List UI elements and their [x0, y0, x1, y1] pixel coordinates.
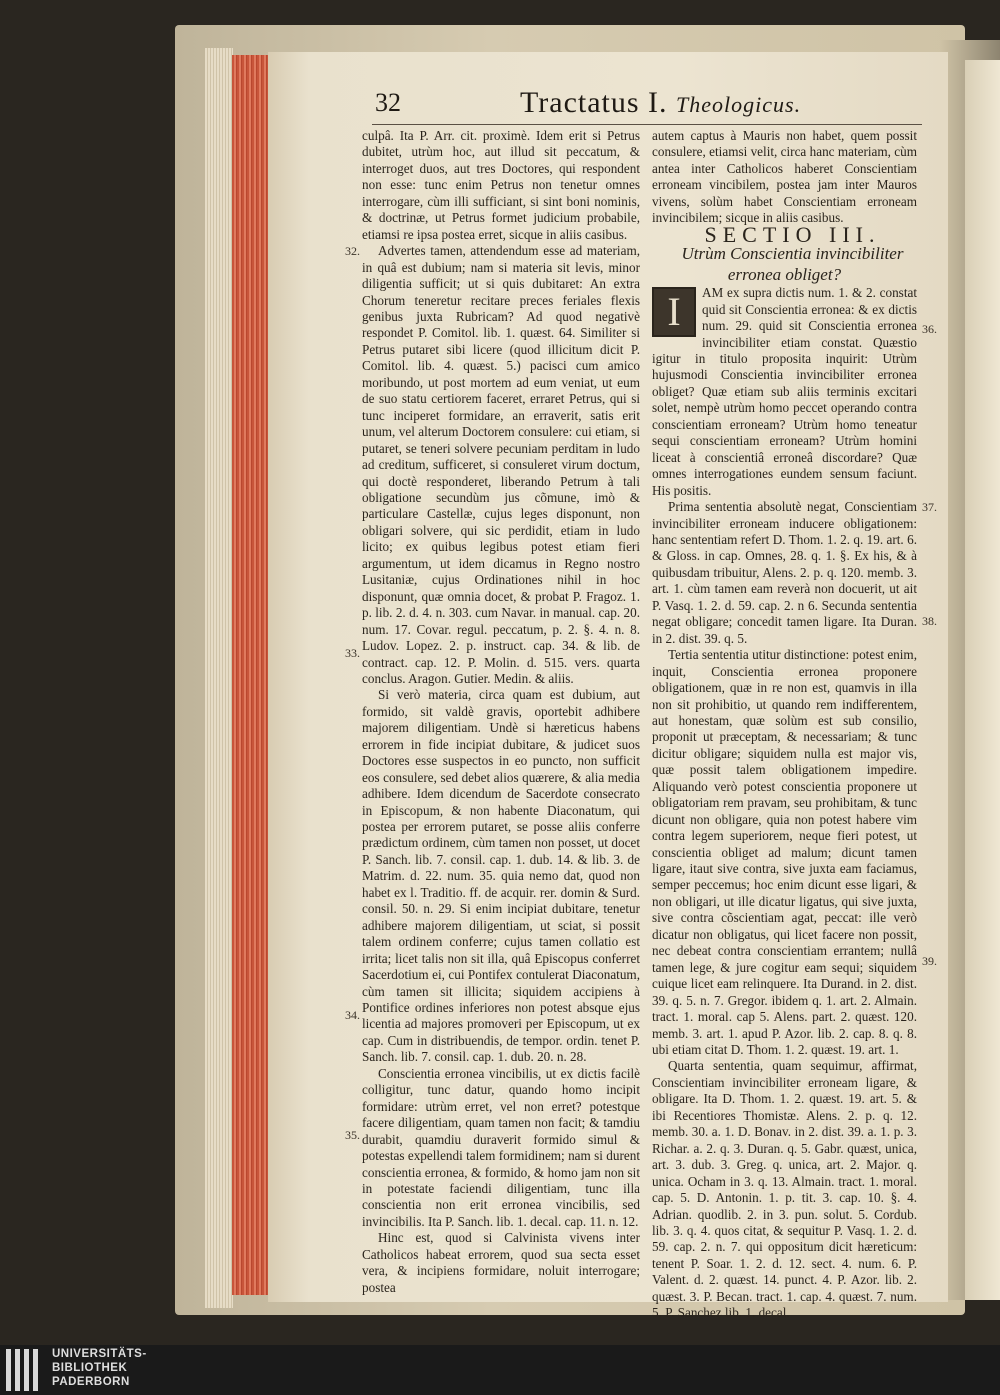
margin-number: 36. — [922, 322, 937, 336]
paragraph: Hinc est, quod si Calvinista vivens inter Catholicos habeat errorem, quod sua secta esset vera, & incipiens formidare, noluit interrogare; postea — [362, 1230, 640, 1295]
logo-line: PADERBORN — [52, 1376, 130, 1388]
margin-number: 32. — [345, 244, 360, 258]
library-logo-text — [52, 1347, 147, 1389]
margin-number: 38. — [922, 614, 937, 628]
left-column — [362, 128, 640, 1296]
paragraph: Si verò materia, circa quam est dubium, aut formido, sit valdè gravis, oportebit adhibere majorem diligentiam. Undè si hæreticus habens errorem in fide incipiat dubitare, & judicet suos Doctores esse suspectos in eo puncto, non sufficit eos consulere, sed debet alios quærere, & alia media adhibere. Idem dicendum de Sacerdote consecrato in Episcopum, & non habente Diaconatum, qui postea per errorem putaret, se posse aliis conferre prædictum ordinem, cùm tamen non posset, ut docet P. Sanch. lib. 7. consil. cap. 1. dub. 14. & lib. 3. de Matrim. d. 22. num. 35. quia nemo dat, quod non habet ex l. Traditio. ff. de acquir. rer. domin & Surd. consil. 50. n. 29. Si enim incipiat dubitare, tenetur adhibere majorem diligentiam, ut sciat, si possit talem ordinem conferre; cujus tamen collatio est irrita; licet talis non sit illa, quâ Episcopus conferret Sacerdotium ei, cui Pontifex contulerat Diaconatum, cùm tamen sit illicita; siquidem accipiens à Pontifice ordines inferiores non potest absque ejus licentia ad majores promoveri per Episcopum, ut ex cap. Cum in distribuendis, de tempor. ordin. tenet P. Sanch. lib. 7. consil. cap. 1. dub. 20. n. 28. — [362, 687, 640, 1065]
right-column — [652, 128, 917, 1322]
paragraph: Conscientia erronea vincibilis, ut ex dictis facilè colligitur, tunc datur, quando homo incipit formidare: utrùm erret, vel non erret? potestque facere diligentiam, quam tamen non facit; & tamdiu durabit, quamdiu duraverit formido simul & potestas expellendi talem formidinem; nam si durent conscientia erronea, & formido, & homo jam non sit in potestate faciendi diligentiam, tunc illa conscientia non erit erronea vincibilis, sed invincibilis. Ita P. Sanch. lib. 1. decal. cap. 11. n. 12. — [362, 1065, 640, 1229]
section-question: Utrùm Conscientia invincibiliter erronea obliget? — [681, 244, 904, 285]
paragraph: Quarta sententia, quam sequimur, affirmat, Conscientiam invincibiliter erroneam ligare, & obligare. Ita D. Thom. 1. 2. quæst. 19. art. 5. & ibi Recentiores Thomistæ. Alens. 2. p. q. 12. memb. 30. a. 1. D. Bonav. in 2. dist. 39. a. 1. p. 3. Richar. a. 2. q. 3. Duran. q. 5. Gabr. quæst, unica, art. 3. dub. 3. Greg. q. unica, art. 2. Major. q. unica. Ocham in 3. q. 13. Almain. tract. 1. moral. cap. 5. D. Antonin. 1. p. tit. 3. cap. 10. §. 4. Adrian. quodlib. 2. in 3. pun. solut. 5. Cordub. lib. 3. q. 4. quos citat, & sequitur P. Vasq. 1. 2. d. 59. cap. 2. n. 7. qui oppositum dicit hæreticum: tenent P. Soar. 1. 2. d. 12. sect. 4. num. 6. P. Valent. d. 2. quæst. 14. punct. 4. P. Azor. lib. 2. quæst. 3. P. Becan. tract. 1. cap. 4. quæst. 7. num. 5. P. Sanchez lib. 1. decal. — [652, 1058, 917, 1321]
page-edge-stack — [205, 48, 233, 1308]
running-title-italic: Theologicus. — [676, 92, 802, 117]
logo-line: UNIVERSITÄTS- — [52, 1348, 147, 1360]
library-logo-bar — [0, 1345, 1000, 1395]
red-page-edges — [232, 55, 270, 1295]
library-logo-icon — [6, 1349, 46, 1391]
margin-number: 35. — [345, 1128, 360, 1142]
margin-number: 37. — [922, 500, 937, 514]
facing-page-edge — [965, 60, 1000, 1300]
paragraph: Advertes tamen, attendendum esse ad materiam, in quâ est dubium; nam si materia sit levis, minor diligentia sufficit; ut si quis dubitaret: An extra Chorum teneretur recitare preces feriales flexis genibus juxta Rubricam? Ad quod negativè respondet P. Comitol. lib. 1. quæst. 64. Similiter si Petrus putaret sibi licere (quod illicitum dicit P. Comitol. lib. 4. quæst. 5.) pacisci cum amico moribundo, ut post mortem ad eum veniat, ut eum de suo statu certiorem faceret, erraret Petrus, qui si tunc inciperet formidare, an erraverit, satis erit unum, vel alterum Doctorem consulere: cui etiam, si putaret, se teneri solvere pecuniam perditam in ludo ad creditum, sufficeret, si consuleret virum doctum, qui doctè responderet, liberando Petrum à tali obligatione secundùm jus cõmune, imò & particulare Castellæ, cujus leges disponunt, non obligari solvere, qui sic perdidit, etiam in ludo licito; ex quibus legibus potest etiam fieri argumentum, ut idem dicamus in Regno nostro Lusitaniæ, cujus Ordinationes nihil in hoc disponunt, quæ omnia docet, & probat P. Fragoz. 1. p. lib. 2. d. 4. n. 303. cum Navar. in manual. cap. 20. num. 17. Covar. regul. peccatum, p. 2. §. 4. n. 8. Ludov. Lopez. 2. p. instruct. cap. 34. & lib. de contract. cap. 12. P. Molin. d. 515. vers. quarta conclus. Aragon. Gutier. Medin. & aliis. — [362, 243, 640, 686]
section-title: SECTIO III. — [704, 221, 881, 247]
margin-number: 34. — [345, 1008, 360, 1022]
margin-number: 39. — [922, 954, 937, 968]
margin-number: 33. — [345, 646, 360, 660]
page-number: 32 — [375, 88, 401, 117]
paragraph: autem captus à Mauris non habet, quem possit consulere, etiamsi velit, circa hanc materiam, cùm antea inter Catholicos haberet Conscientiam erroneam vincibilem, postea jam inter Mauros vivens, solùm habet Conscientiam erroneam invincibilem; sicque in aliis casibus. — [652, 128, 917, 226]
paragraph — [652, 285, 917, 499]
paragraph: Prima sententia absolutè negat, Conscientiam invincibiliter erroneam inducere obligationem: hanc sententiam refert D. Thom. 1. 2. q. 19. art. 6. & Gloss. in cap. Omnes, 28. q. 1. §. Ex his, & à quibusdam tribuitur, Alens. 2. p. q. 120. memb. 3. art. 1. cùm tamen eam reverà non docuerit, ut ait P. Vasq. 1. 2. d. 59. cap. 2. n 6. Secunda sententia negat obligare; concedit tamen ligare. Ita Duran. in 2. dist. 39. q. 5. — [652, 499, 917, 646]
paragraph: Tertia sententia utitur distinctione: potest enim, inquit, Conscientia erronea proponere obligationem, quæ in re non est, quamvis in illa non sit prohibitio, ut quando rem indifferentem, aut honestam, quæ solùm est sub consilio, proponit ut præceptam, & necessariam; & tunc dicitur obligare; siquidem nulla est major vis, quæ possit talem obligationem impedire. Aliquando verò potest conscientia proponere ut obligatoriam rem pravam, seu prohibitam, & tunc dicunt non obligare, quia non potest habere vim contra legem superiorem, neque fieri potest, ut conscientia obliget ad malum; dicunt tamen ligare, itaut sive contra, sive juxta eam faciamus, semper peccemus; hoc enim dicunt esse ligari, & non obligari, ut ille dicatur ligatus, qui sive juxta, sive contra cõscientiam agat, peccat: ille verò dicatur non obligatus, qui licet facere non possit, nec debeat contra conscientiam errantem; nullâ tamen lege, & jure cogitur eam sequi; siquidem cuique licet eam relinquere. Ita Durand. in 2. dist. 39. q. 5. n. 7. Gregor. ibidem q. 1. art. 2. Almain. tract. 1. moral. cap 5. Alens. part. 2. quæst. 120. memb. 3. art. 1. apud P. Azor. lib. 2. cap. 8. q. 8. ubi etiam citat D. Thom. 1. 2. quæst. 19. art. 1. — [652, 647, 917, 1058]
paragraph-text: AM ex supra dictis num. 1. & 2. constat quid sit Conscientia erronea: & ex dictis num. 29. quid sit Conscientia erronea invincibiliter etiam constat. Quæstio igitur in titulo proposita inquirit: Utrùm hujusmodi Conscientia invincibiliter erronea obliget? Quæ etiam sub aliis terminis excitari solet, nempè utrùm homo peccet operando contra conscientiam erroneam? Utrùm homo teneatur sequi conscientiam erroneam? Utrùm homini liceat à conscientiâ erroneâ discordare? Quæ omnes interrogationes eundem sensum faciunt. His positis. — [652, 285, 917, 498]
logo-line: BIBLIOTHEK — [52, 1362, 128, 1374]
header-rule — [372, 124, 922, 125]
running-title — [520, 86, 801, 120]
dropcap: I — [652, 287, 696, 337]
paragraph: culpâ. Ita P. Arr. cit. proximè. Idem erit si Petrus dubitet, utrùm hoc, aut illud sit peccatum, & interroget duos, aut tres Doctores, qui respondent non esse: tunc enim Petrus non tenetur omnes interrogare, cùm illi sufficiant, si sint boni nominis, & doctrinæ, ut Petrus formet judicium probabile, etiamsi re ipsa postea erret, sicque in aliis casibus. — [362, 128, 640, 242]
running-title-main: Tractatus I. — [520, 86, 668, 119]
